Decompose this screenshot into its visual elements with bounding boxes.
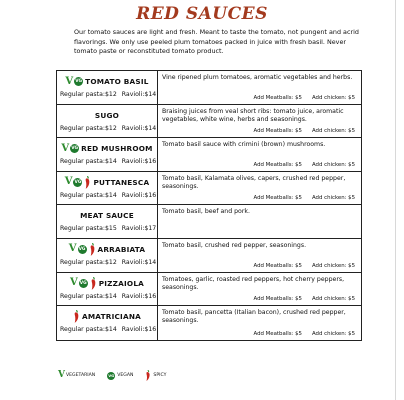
sauce-prices: [60, 225, 157, 233]
sauce-row: [57, 172, 361, 206]
add-ons: [254, 162, 356, 168]
sauce-name-cell: [57, 205, 158, 238]
legend-vegetarian: [58, 371, 95, 380]
sauce-prices: [60, 326, 157, 334]
add-ons: [254, 263, 356, 269]
add-chicken-price: Add chicken: $5: [311, 296, 355, 303]
page-edge: [395, 0, 396, 400]
add-meatballs-price: Add Meatballs: $5: [253, 296, 302, 303]
sauce-prices: [60, 158, 157, 166]
add-meatballs-price: Add Meatballs: $5: [253, 94, 302, 101]
sauce-description-cell: [158, 273, 361, 306]
ravioli-price: Ravioli:$16: [121, 158, 157, 166]
sauce-name-line: [60, 74, 154, 89]
sauce-description: Tomato basil, Kalamata olives, capers, crushed red pepper, seasonings.: [162, 174, 346, 190]
ravioli-price: Ravioli:$14: [121, 258, 157, 266]
sauce-row: [57, 205, 361, 239]
legend-vegan-label: VEGAN: [117, 373, 134, 378]
add-chicken-price: Add chicken: $5: [311, 262, 355, 269]
sauce-name-line: [60, 208, 154, 223]
sauce-prices: [60, 258, 157, 266]
sauce-description-cell: [158, 105, 361, 138]
add-chicken-price: Add chicken: $5: [311, 128, 355, 135]
sauce-description: Tomato basil sauce with crimini (brown) mushrooms.: [162, 141, 326, 149]
sauce-name-cell: [57, 105, 158, 138]
legend-vegetarian-label: VEGETARIAN: [65, 373, 96, 378]
sauce-description-cell: [158, 138, 361, 171]
sauce-description: Tomato basil, pancetta (Italian bacon), crushed red pepper, seasonings.: [162, 309, 346, 325]
pasta-price: Regular pasta:$14: [60, 158, 117, 166]
add-ons: [254, 331, 356, 337]
vegetarian-icon: V: [64, 176, 73, 188]
pasta-price: Regular pasta:$14: [60, 326, 117, 334]
sauce-name-cell: [57, 239, 158, 272]
ravioli-price: Ravioli:$14: [121, 91, 157, 98]
legend-spicy-label: SPICY: [153, 373, 167, 378]
sauce-name-line: [60, 276, 154, 291]
ravioli-price: Ravioli:$16: [121, 326, 157, 334]
vegetarian-icon: V: [68, 243, 77, 255]
sauce-description: Tomato basil, beef and pork.: [162, 208, 250, 216]
sauce-name-cell: [57, 138, 158, 171]
chili-pepper-icon: [84, 176, 91, 189]
pasta-price: Regular pasta:$12: [60, 258, 117, 266]
sauce-name: PUTTANESCA: [93, 177, 150, 187]
intro-text: Our tomato sauces are light and fresh. Meant to taste the tomato, not pungent and acrid flavorings. We only use peeled plum tomatoes packed in juice with fresh basil. Never tomato paste or reconstituted tomato product.: [74, 28, 359, 56]
vegetarian-icon: V: [69, 277, 78, 289]
ravioli-price: Ravioli:$17: [121, 225, 157, 233]
sauce-name-line: [60, 175, 154, 190]
sauce-row: [57, 239, 361, 273]
sauce-description-cell: [158, 239, 361, 272]
vegetarian-icon: V: [61, 142, 70, 154]
icon-legend: [58, 370, 178, 381]
sauce-description-cell: [158, 306, 361, 340]
sauce-prices: [60, 191, 157, 199]
legend-vegan: [107, 372, 133, 380]
sauce-row: [57, 71, 361, 105]
sauce-prices: [60, 91, 157, 98]
add-meatballs-price: Add Meatballs: $5: [253, 262, 302, 269]
sauce-name: ARRABIATA: [97, 244, 146, 254]
vegan-icon: VG: [108, 373, 115, 378]
vegan-icon: VG: [71, 146, 79, 152]
add-meatballs-price: Add Meatballs: $5: [253, 330, 302, 337]
add-ons: [254, 195, 356, 201]
vegan-icon: VG: [79, 280, 87, 286]
sauce-row: [57, 306, 361, 340]
vegan-icon: VG: [78, 246, 86, 252]
legend-spicy: [145, 370, 166, 381]
add-chicken-price: Add chicken: $5: [311, 195, 355, 202]
chili-pepper-icon: [90, 277, 97, 290]
ravioli-price: Ravioli:$16: [121, 292, 157, 300]
sauce-name-cell: [57, 71, 158, 104]
add-chicken-price: Add chicken: $5: [311, 94, 355, 101]
pasta-price: Regular pasta:$12: [60, 91, 117, 98]
sauce-name: AMATRICIANA: [82, 312, 141, 322]
pasta-price: Regular pasta:$14: [60, 292, 117, 300]
sauce-row: [57, 105, 361, 139]
add-ons: [254, 128, 356, 134]
chili-pepper-icon: [73, 310, 80, 323]
sauce-name-cell: [57, 306, 158, 340]
vegetarian-icon: V: [65, 75, 74, 87]
chili-pepper-icon: [145, 370, 151, 381]
pasta-price: Regular pasta:$12: [60, 124, 117, 132]
sauce-prices: [60, 292, 157, 300]
add-meatballs-price: Add Meatballs: $5: [253, 128, 302, 135]
sauce-name-line: [60, 108, 154, 123]
add-chicken-price: Add chicken: $5: [311, 330, 355, 337]
add-ons: [254, 296, 356, 302]
sauce-description: Tomato basil, crushed red pepper, seasonings.: [162, 241, 307, 249]
sauce-name: SUGO: [94, 110, 120, 120]
add-meatballs-price: Add Meatballs: $5: [253, 161, 302, 168]
vegan-icon: VG: [74, 179, 82, 185]
sauce-description: Braising juices from veal short ribs: tomato juice, aromatic vegetables, white wine, herbs and seasonings.: [162, 107, 344, 123]
sauce-description: Vine ripened plum tomatoes, aromatic vegetables and herbs.: [162, 74, 353, 81]
sauce-name-line: [60, 141, 154, 156]
page-title: RED SAUCES: [136, 4, 268, 24]
sauce-description: Tomatoes, garlic, roasted red peppers, hot cherry peppers, seasonings.: [162, 275, 345, 291]
ravioli-price: Ravioli:$14: [121, 124, 157, 132]
sauce-name-line: [60, 242, 154, 257]
sauce-row: [57, 138, 361, 172]
vegetarian-icon: V: [58, 370, 65, 380]
sauce-name-cell: [57, 273, 158, 306]
sauce-row: [57, 273, 361, 307]
ravioli-price: Ravioli:$16: [121, 191, 157, 199]
add-meatballs-price: Add Meatballs: $5: [253, 195, 302, 202]
sauce-description-cell: [158, 172, 361, 205]
chili-pepper-icon: [89, 243, 96, 256]
sauce-name: MEAT SAUCE: [80, 211, 134, 221]
sauce-menu-table: [56, 70, 362, 341]
pasta-price: Regular pasta:$15: [60, 225, 117, 233]
pasta-price: Regular pasta:$14: [60, 191, 117, 199]
sauce-name-cell: [57, 172, 158, 205]
add-ons: [254, 95, 356, 101]
sauce-name: TOMATO BASIL: [85, 77, 149, 86]
sauce-name-line: [60, 309, 154, 324]
vegan-icon: VG: [75, 79, 83, 84]
sauce-name: RED MUSHROOM: [81, 144, 153, 154]
add-chicken-price: Add chicken: $5: [311, 161, 355, 168]
sauce-prices: [60, 124, 157, 132]
sauce-description-cell: [158, 71, 361, 104]
sauce-description-cell: [158, 205, 361, 238]
sauce-name: PIZZAIOLA: [98, 278, 145, 288]
